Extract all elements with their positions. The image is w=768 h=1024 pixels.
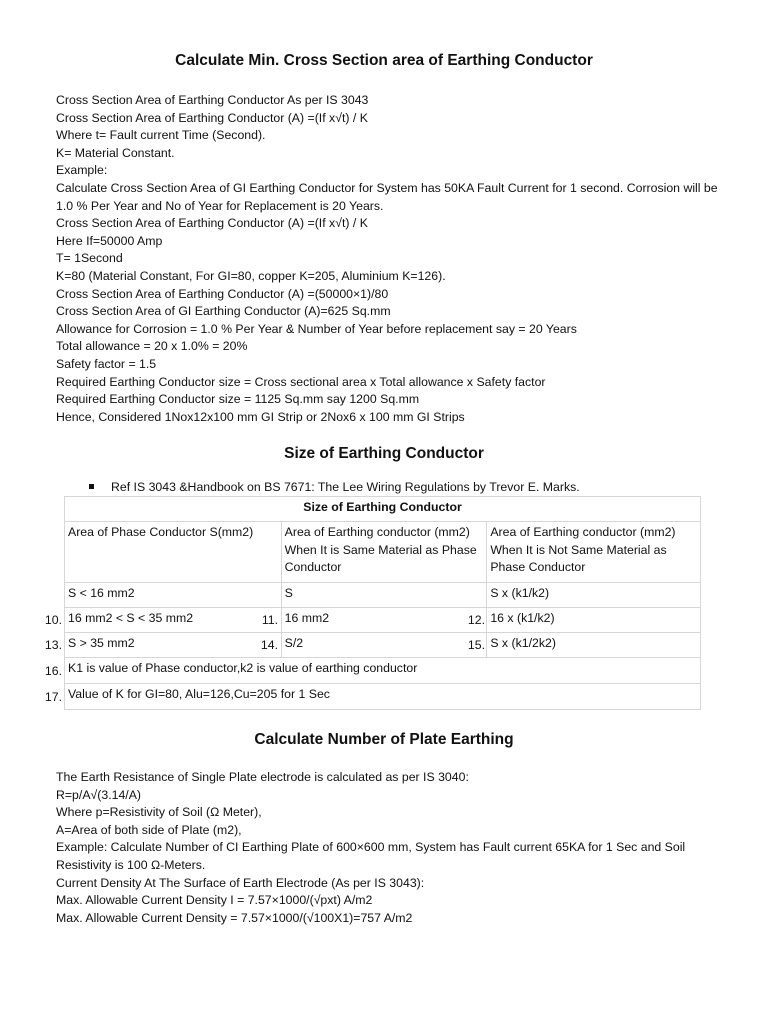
- row-number: 13.: [44, 638, 62, 652]
- table-header-cell: Area of Earthing conductor (mm2) When It is Not Same Material as Phase Conductor: [487, 522, 701, 583]
- text-line: R=p/A√(3.14/A): [56, 787, 142, 802]
- text-line: Cross Section Area of Earthing Conductor (A) =(If x√t) / K: [56, 216, 368, 231]
- row-number: 12.: [467, 613, 485, 627]
- section3-body: [56, 769, 726, 927]
- table-header-cell: Area of Earthing conductor (mm2) When It is Same Material as Phase Conductor: [281, 522, 487, 583]
- text-line: A=Area of both side of Plate (m2),: [56, 822, 242, 837]
- text-line: Required Earthing Conductor size = 1125 Sq.mm say 1200 Sq.mm: [56, 392, 420, 407]
- text-line: Cross Section Area of Earthing Conductor (A) =(If x√t) / K: [56, 110, 368, 125]
- row-number: 10.: [44, 613, 62, 627]
- reference-text: Ref IS 3043 &Handbook on BS 7671: The Lee Wiring Regulations by Trevor E. Marks.: [111, 480, 580, 494]
- text-line: K=80 (Material Constant, For GI=80, copper K=205, Aluminium K=126).: [56, 268, 446, 283]
- section1-body: [56, 92, 726, 426]
- reference-bullet: [89, 479, 580, 496]
- table-row: [65, 633, 701, 658]
- table-row: [65, 608, 701, 633]
- text-line: Cross Section Area of Earthing Conductor As per IS 3043: [56, 93, 369, 107]
- text-line: T= 1Second: [56, 251, 123, 266]
- row-number: 17.: [44, 690, 62, 704]
- text-line: Allowance for Corrosion = 1.0 % Per Year & Number of Year before replacement say = 20 Years: [56, 321, 577, 336]
- text-line: Example: Calculate Number of CI Earthing Plate of 600×600 mm, System has Fault current 65KA for 1 Sec and Soil Resistivity is 100 Ω-Meters.: [56, 840, 686, 872]
- row-number: 11.: [261, 613, 278, 627]
- table-cell: S/2: [281, 633, 487, 658]
- table-cell: S < 16 mm2: [65, 583, 282, 608]
- section1-heading: Calculate Min. Cross Section area of Earthing Conductor: [175, 52, 593, 69]
- table-cell: S x (k1/2k2): [487, 633, 701, 658]
- text-line: Current Density At The Surface of Earth Electrode (As per IS 3043):: [56, 875, 425, 890]
- table-note-row: [65, 658, 701, 684]
- text-line: Where p=Resistivity of Soil (Ω Meter),: [56, 805, 262, 820]
- text-line: Max. Allowable Current Density = 7.57×1000/(√100X1)=757 A/m2: [56, 910, 413, 925]
- table-cell: 16 mm2 < S < 35 mm2: [65, 608, 282, 633]
- table-cell: 16 x (k1/k2): [487, 608, 701, 633]
- earthing-size-table: [64, 496, 701, 710]
- row-number: 14.: [260, 638, 278, 652]
- text-line: Cross Section Area of GI Earthing Conductor (A)=625 Sq.mm: [56, 304, 391, 319]
- row-number: 15.: [467, 638, 485, 652]
- text-line: Cross Section Area of Earthing Conductor (A) =(50000×1)/80: [56, 286, 389, 301]
- table-cell: S > 35 mm2: [65, 633, 282, 658]
- text-line: The Earth Resistance of Single Plate electrode is calculated as per IS 3040:: [56, 770, 469, 784]
- text-line: Calculate Cross Section Area of GI Earthing Conductor for System has 50KA Fault Current for 1 second. Corrosion will be 1.0 % Per Year and No of Year for Replacement is 20 Years.: [56, 180, 718, 213]
- text-line: Where t= Fault current Time (Second).: [56, 128, 266, 143]
- text-line: Max. Allowable Current Density I = 7.57×1000/(√pxt) A/m2: [56, 893, 373, 908]
- row-number: 16.: [44, 664, 62, 678]
- table-note: Value of K for GI=80, Alu=126,Cu=205 for 1 Sec: [65, 684, 701, 710]
- table-note: K1 is value of Phase conductor,k2 is value of earthing conductor: [65, 658, 701, 684]
- text-line: Hence, Considered 1Nox12x100 mm GI Strip or 2Nox6 x 100 mm GI Strips: [56, 409, 465, 424]
- table-note-row: [65, 684, 701, 710]
- table-row: [65, 583, 701, 608]
- text-line: Safety factor = 1.5: [56, 356, 157, 371]
- text-line: Example:: [56, 163, 108, 178]
- text-line: Here If=50000 Amp: [56, 233, 163, 248]
- text-line: Total allowance = 20 x 1.0% = 20%: [56, 339, 248, 354]
- table-cell: 16 mm2: [281, 608, 487, 633]
- section3-heading: Calculate Number of Plate Earthing: [254, 731, 514, 748]
- text-line: Required Earthing Conductor size = Cross sectional area x Total allowance x Safety factor: [56, 374, 546, 389]
- text-line: K= Material Constant.: [56, 145, 175, 160]
- table-cell: S x (k1/k2): [487, 583, 701, 608]
- table-caption: Size of Earthing Conductor: [65, 497, 701, 522]
- bullet-icon: [89, 484, 94, 489]
- table-cell: S: [281, 583, 487, 608]
- section2-heading: Size of Earthing Conductor: [284, 445, 484, 462]
- table-header-cell: Area of Phase Conductor S(mm2): [65, 522, 282, 583]
